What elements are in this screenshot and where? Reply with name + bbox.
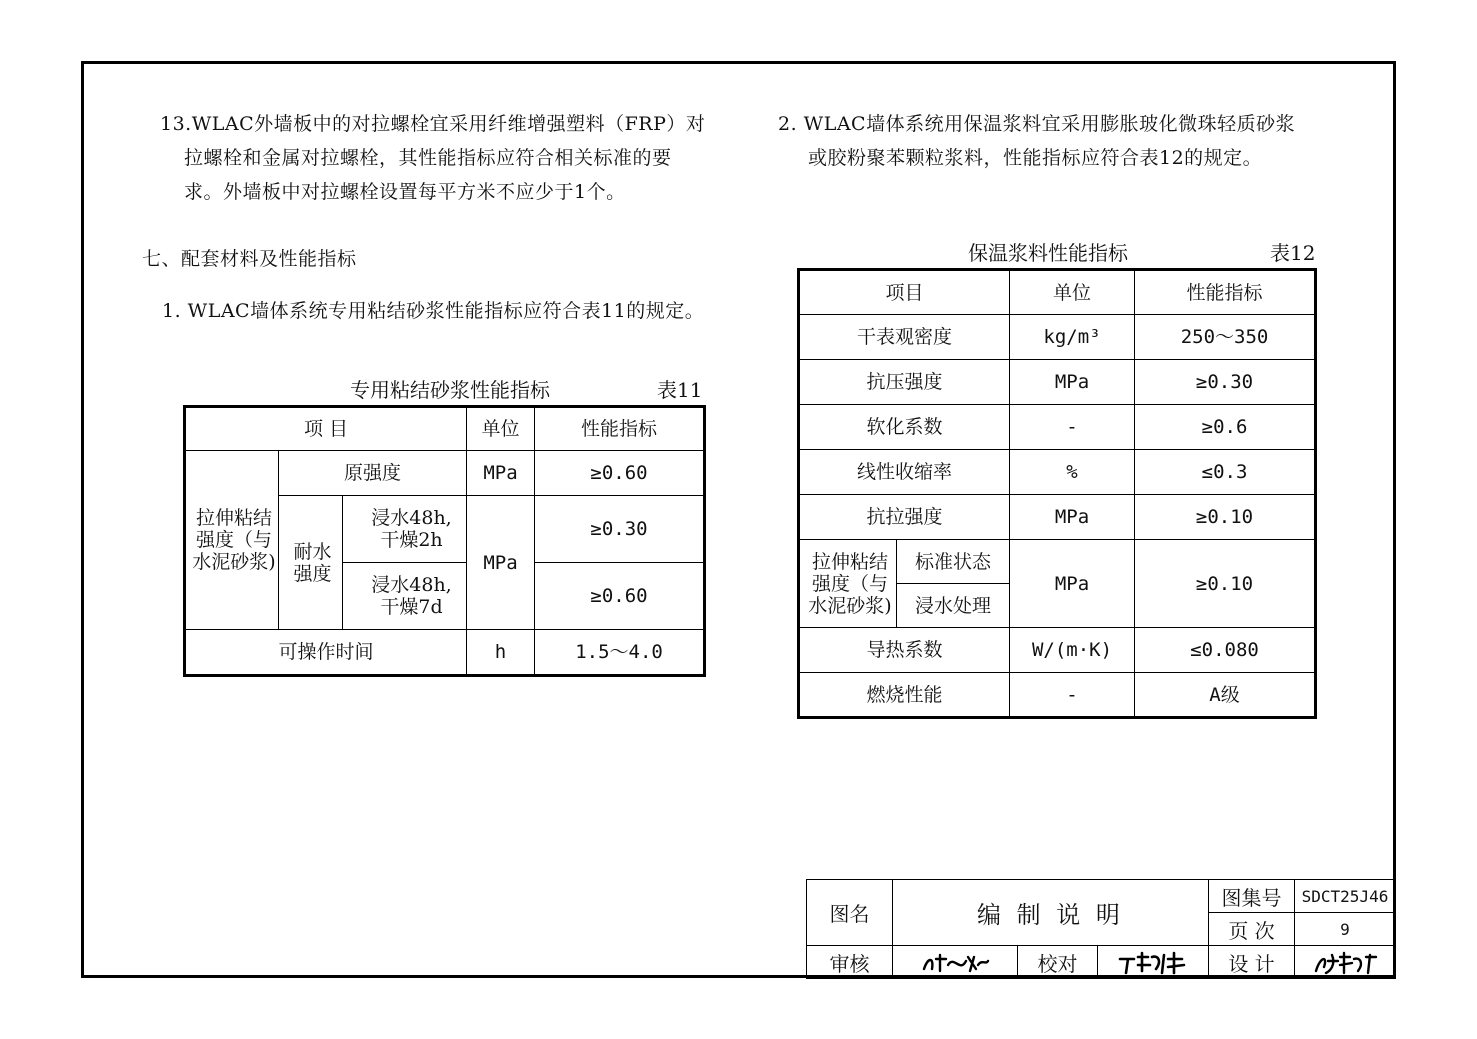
item-1-paragraph: 1. WLAC墙体系统专用粘结砂浆性能指标应符合表11的规定。 bbox=[162, 300, 705, 322]
t11-soak-7d-line-2: 干燥7d bbox=[380, 596, 443, 618]
t12-row-value: ≤0.3 bbox=[1135, 450, 1316, 495]
t12-row-unit: - bbox=[1010, 673, 1135, 718]
t11-tensile-label-line-2: 强度（与 bbox=[195, 529, 272, 551]
t12-tensile-label bbox=[799, 540, 897, 628]
table-12 bbox=[797, 268, 1317, 719]
drawing-name-label: 图名 bbox=[807, 880, 893, 946]
t11-soak-7d-value: ≥0.60 bbox=[535, 563, 705, 630]
t12-row-label: 抗拉强度 bbox=[799, 495, 1010, 540]
t12-row-unit: - bbox=[1010, 405, 1135, 450]
t12-row-label: 抗压强度 bbox=[799, 360, 1010, 405]
table-11-number: 表11 bbox=[657, 378, 703, 402]
review-label: 审核 bbox=[807, 946, 893, 979]
page-label: 页 次 bbox=[1209, 913, 1295, 946]
t11-open-time-value: 1.5～4.0 bbox=[535, 630, 705, 676]
t11-water-unit: MPa bbox=[467, 496, 535, 630]
item-13-line-3: 求。外墙板中对拉螺栓设置每平方米不应少于1个。 bbox=[184, 181, 626, 203]
t12-row-label: 导热系数 bbox=[799, 628, 1010, 673]
t11-soak-7d-label bbox=[343, 563, 467, 630]
t12-row-unit: kg/m³ bbox=[1010, 315, 1135, 360]
design-label: 设 计 bbox=[1209, 946, 1295, 979]
item-2-paragraph bbox=[778, 107, 1295, 175]
t11-open-time-unit: h bbox=[467, 630, 535, 676]
t11-water-label-line-2: 强度 bbox=[293, 562, 332, 585]
design-signature bbox=[1295, 946, 1396, 979]
atlas-no: SDCT25J46 bbox=[1295, 880, 1396, 913]
t11-original-strength-unit: MPa bbox=[467, 451, 535, 496]
t11-water-resistance-label bbox=[279, 496, 343, 630]
t12-header-item: 项目 bbox=[799, 270, 1010, 315]
t12-tensile-label-line-3: 水泥砂浆) bbox=[808, 594, 892, 617]
t11-original-strength-value: ≥0.60 bbox=[535, 451, 705, 496]
section-7-heading: 七、配套材料及性能指标 bbox=[142, 248, 357, 270]
item-13-line-1: 13.WLAC外墙板中的对拉螺栓宜采用纤维增强塑料（FRP）对 bbox=[160, 113, 706, 135]
t12-row-value: ≤0.080 bbox=[1135, 628, 1316, 673]
t11-water-label-line-1: 耐水 bbox=[293, 540, 332, 563]
t12-row-label: 干表观密度 bbox=[799, 315, 1010, 360]
design-signature-icon bbox=[1310, 951, 1380, 975]
t12-header-unit: 单位 bbox=[1010, 270, 1135, 315]
t12-row-unit: MPa bbox=[1010, 360, 1135, 405]
item-13-paragraph bbox=[160, 107, 705, 209]
t12-row-unit: % bbox=[1010, 450, 1135, 495]
t12-row-unit: MPa bbox=[1010, 495, 1135, 540]
t12-row-value: ≥0.30 bbox=[1135, 360, 1316, 405]
item-13-line-2: 拉螺栓和金属对拉螺栓，其性能指标应符合相关标准的要 bbox=[184, 147, 672, 169]
t12-row-value: 250～350 bbox=[1135, 315, 1316, 360]
table-11 bbox=[183, 405, 706, 677]
table-12-title: 保温浆料性能指标 bbox=[968, 241, 1128, 265]
t12-tensile-label-line-2: 强度（与 bbox=[811, 572, 888, 595]
t12-tensile-value: ≥0.10 bbox=[1135, 540, 1316, 628]
atlas-no-label: 图集号 bbox=[1209, 880, 1295, 913]
t11-original-strength-label: 原强度 bbox=[279, 451, 467, 496]
t12-row-value: A级 bbox=[1135, 673, 1316, 718]
t12-row-value: ≥0.6 bbox=[1135, 405, 1316, 450]
t11-header-item: 项 目 bbox=[185, 407, 467, 451]
t12-tensile-standard: 标准状态 bbox=[897, 540, 1010, 584]
t11-soak-7d-line-1: 浸水48h, bbox=[371, 574, 452, 596]
t11-tensile-label bbox=[185, 451, 279, 630]
review-signature bbox=[893, 946, 1018, 979]
t11-tensile-label-line-1: 拉伸粘结 bbox=[195, 507, 272, 529]
t12-tensile-unit: MPa bbox=[1010, 540, 1135, 628]
t12-row-label: 线性收缩率 bbox=[799, 450, 1010, 495]
title-block bbox=[806, 879, 1396, 979]
t11-soak-2h-line-2: 干燥2h bbox=[380, 529, 443, 551]
t12-row-label: 燃烧性能 bbox=[799, 673, 1010, 718]
review-signature-icon bbox=[920, 951, 990, 975]
t11-header-unit: 单位 bbox=[467, 407, 535, 451]
t11-soak-2h-label bbox=[343, 496, 467, 563]
t11-tensile-label-line-3: 水泥砂浆) bbox=[192, 551, 276, 573]
t12-row-value: ≥0.10 bbox=[1135, 495, 1316, 540]
page-no: 9 bbox=[1295, 913, 1396, 946]
table-12-number: 表12 bbox=[1270, 241, 1316, 265]
t12-header-spec: 性能指标 bbox=[1135, 270, 1316, 315]
t12-row-label: 软化系数 bbox=[799, 405, 1010, 450]
table-11-title: 专用粘结砂浆性能指标 bbox=[350, 378, 550, 402]
t11-soak-2h-line-1: 浸水48h, bbox=[371, 507, 452, 529]
check-label: 校对 bbox=[1018, 946, 1098, 979]
check-signature-icon bbox=[1118, 951, 1188, 975]
t12-tensile-label-line-1: 拉伸粘结 bbox=[811, 550, 888, 573]
t11-soak-2h-value: ≥0.30 bbox=[535, 496, 705, 563]
check-signature bbox=[1098, 946, 1209, 979]
t11-open-time-label: 可操作时间 bbox=[185, 630, 467, 676]
drawing-name: 编 制 说 明 bbox=[893, 880, 1209, 946]
item-2-line-1: 2. WLAC墙体系统用保温浆料宜采用膨胀玻化微珠轻质砂浆 bbox=[778, 113, 1296, 135]
t12-tensile-soaked: 浸水处理 bbox=[897, 584, 1010, 628]
t12-row-unit: W/(m·K) bbox=[1010, 628, 1135, 673]
t11-header-spec: 性能指标 bbox=[535, 407, 705, 451]
item-2-line-2: 或胶粉聚苯颗粒浆料，性能指标应符合表12的规定。 bbox=[808, 147, 1263, 169]
